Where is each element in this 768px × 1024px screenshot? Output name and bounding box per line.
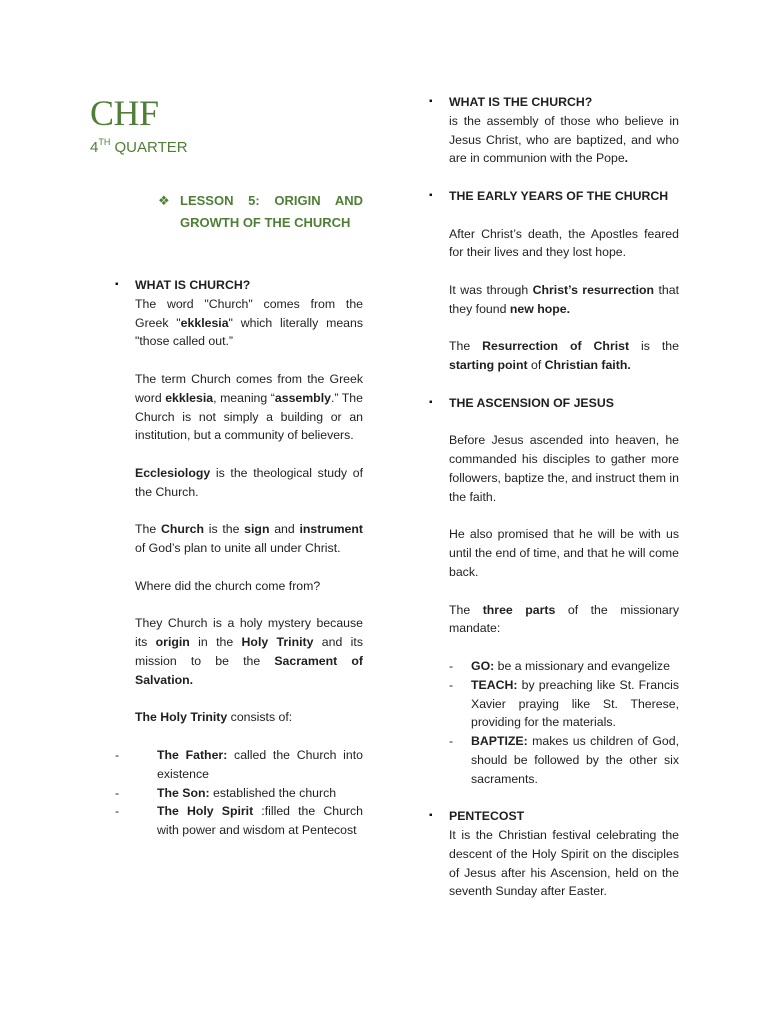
square-bullet-icon: ▪: [429, 189, 433, 201]
section-heading: WHAT IS CHURCH?: [135, 278, 251, 292]
lesson-title: LESSON 5: ORIGIN AND GROWTH OF THE CHURCH: [180, 193, 363, 230]
list-item: - BAPTIZE: makes us children of God, should be followed by the other six sacraments.: [449, 734, 679, 786]
quarter-word: QUARTER: [114, 139, 188, 156]
paragraph-three-parts: The three parts of the missionary mandate:: [449, 602, 679, 636]
quarter-superscript: TH: [98, 137, 111, 147]
paragraph-commanded: Before Jesus ascended into heaven, he commanded his disciples to gather more followers, baptize the, and instruct them in the faith.: [449, 433, 679, 504]
paragraph-sign-instrument: The Church is the sign and instrument of God’s plan to unite all under Christ.: [135, 522, 363, 556]
left-column: [115, 276, 363, 840]
square-bullet-icon: ▪: [429, 810, 433, 822]
list-item: - TEACH: by preaching like St. Francis Xavier praying like St. Therese, providing for the materials.: [449, 677, 679, 730]
section-heading: WHAT IS THE CHURCH?: [449, 95, 593, 109]
square-bullet-icon: ▪: [429, 396, 433, 408]
lesson-heading: [158, 190, 363, 234]
mandate-list: [449, 657, 679, 789]
paragraph-trinity-intro: The Holy Trinity consists of:: [135, 710, 293, 725]
section-what-is-the-church: [429, 93, 679, 168]
section-early-years: [429, 187, 679, 375]
paragraph-holy-mystery: They Church is a holy mystery because its origin in the Holy Trinity and its mission to be the Sacrament of Salvation.: [135, 616, 363, 687]
section-heading: PENTECOST: [449, 809, 525, 824]
list-item: - The Father: called the Church into existence: [115, 747, 363, 781]
square-bullet-icon: ▪: [429, 96, 433, 107]
paragraph-pentecost: It is the Christian festival celebrating the descent of the Holy Spirit on the disciples of Jesus after his Ascension, held on the seventh Sunday after Easter.: [449, 828, 679, 899]
paragraph-resurrection-hope: It was through Christ’s resurrection that they found new hope.: [449, 282, 679, 316]
paragraph-church-word: The word "Church" comes from the Greek "ekklesia" which literally means "those called out.”: [135, 296, 363, 349]
paragraph-definition: is the assembly of those who believe in Jesus Christ, who are baptized, and who are in communion with the Pope.: [449, 113, 679, 166]
section-pentecost: [429, 807, 679, 901]
trinity-list: [115, 746, 363, 840]
diamond-bullet-icon: ❖: [158, 193, 170, 208]
right-column: [429, 93, 679, 901]
list-item: - The Son: established the church: [115, 785, 337, 800]
section-what-is-church: [115, 276, 363, 840]
quarter-number: 4: [90, 139, 99, 156]
paragraph-apostles-feared: After Christ’s death, the Apostles feared for their lives and they lost hope.: [449, 226, 679, 260]
list-item: - The Holy Spirit :filled the Church with power and wisdom at Pentecost: [115, 804, 363, 838]
paragraph-church-term: The term Church comes from the Greek word ekklesia, meaning “assembly.” The Church is not simply a building or an institution, but a community of believers.: [135, 371, 363, 443]
quarter-subtitle: [90, 138, 188, 156]
page-title: CHF: [90, 93, 159, 133]
section-heading: THE EARLY YEARS OF THE CHURCH: [449, 188, 669, 203]
square-bullet-icon: ▪: [115, 279, 119, 290]
list-item: - GO: be a missionary and evangelize: [449, 658, 670, 673]
section-ascension: [429, 394, 679, 789]
paragraph-ecclesiology: Ecclesiology is the theological study of the Church.: [135, 465, 363, 499]
paragraph-promise: He also promised that he will be with us until the end of time, and that he will come back.: [449, 527, 679, 579]
paragraph-starting-point: The Resurrection of Christ is the starting point of Christian faith.: [449, 339, 679, 373]
section-heading: THE ASCENSION OF JESUS: [449, 395, 614, 410]
paragraph-question: Where did the church come from?: [135, 578, 321, 593]
